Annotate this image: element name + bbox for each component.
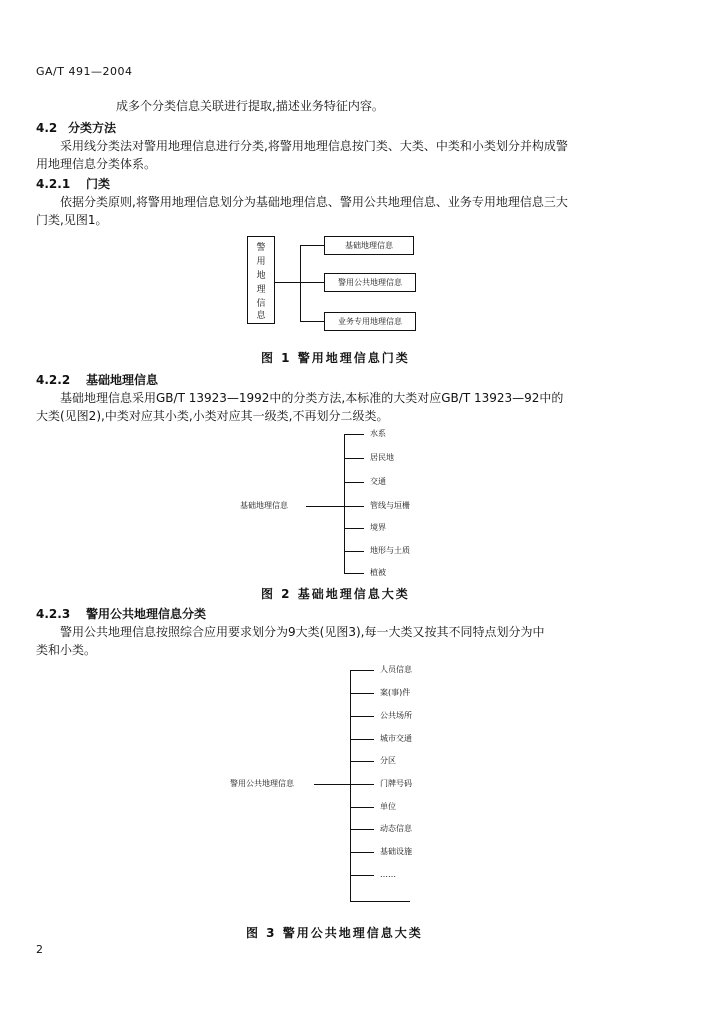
fig3-branch-line xyxy=(350,807,374,808)
paragraph-4-2-3-line-2: 类和小类。 xyxy=(36,643,97,657)
fig3-branch-line xyxy=(350,829,374,830)
fig1-child-label: 业务专用地理信息 xyxy=(338,317,402,326)
paragraph-4-2-line-1: 采用线分类法对警用地理信息进行分类,将警用地理信息按门类、大类、中类和小类划分并构成警 xyxy=(60,139,568,153)
fig3-child-label: 人员信息 xyxy=(380,665,412,674)
fig1-root-box xyxy=(247,236,275,324)
fig2-root-label: 基础地理信息 xyxy=(240,501,288,510)
figure-3-caption: 图 3 警用公共地理信息大类 xyxy=(246,926,423,940)
fig2-child-label: 交通 xyxy=(370,477,386,486)
fig3-branch-line xyxy=(350,784,374,785)
fig3-branch-line xyxy=(350,693,374,694)
fig3-child-label: …… xyxy=(380,870,396,879)
fig1-connector xyxy=(275,282,301,283)
fig3-branch-line xyxy=(350,852,374,853)
fig2-connector xyxy=(306,506,344,507)
fig3-child-label: 动态信息 xyxy=(380,824,412,833)
paragraph-4-2-line-2: 用地理信息分类体系。 xyxy=(36,157,157,171)
paragraph-4-2-2-line-1: 基础地理信息采用GB/T 13923—1992中的分类方法,本标准的大类对应GB/T 13923—92中的 xyxy=(60,391,564,405)
fig1-root-char: 警 xyxy=(256,243,266,253)
figure-1-caption: 图 1 警用地理信息门类 xyxy=(261,351,410,365)
fig1-child-box xyxy=(324,312,416,331)
fig3-root-label: 警用公共地理信息 xyxy=(230,779,294,788)
section-4-2-2-number: 4.2.2 xyxy=(36,373,71,387)
page-number: 2 xyxy=(36,943,43,956)
fig1-branch-line xyxy=(300,245,324,246)
fig3-bottom-line xyxy=(350,901,410,902)
fig3-child-label: 基础设施 xyxy=(380,847,412,856)
fig3-branch-line xyxy=(350,670,374,671)
fig2-branch-line xyxy=(344,434,364,435)
fig1-branch-line xyxy=(300,282,324,283)
fig2-branch-line xyxy=(344,528,364,529)
fig3-child-label: 分区 xyxy=(380,756,396,765)
fig2-child-label: 植被 xyxy=(370,568,386,577)
section-4-2-1-title: 门类 xyxy=(86,177,111,191)
fig1-child-box xyxy=(324,273,416,292)
fig2-branch-line xyxy=(344,551,364,552)
fig2-branch-line xyxy=(344,573,364,574)
fig3-child-label: 公共场所 xyxy=(380,711,412,720)
paragraph-4-2-1-line-2: 门类,见图1。 xyxy=(36,213,108,227)
paragraph-continuation: 成多个分类信息关联进行提取,描述业务特征内容。 xyxy=(116,99,384,113)
fig3-child-label: 城市交通 xyxy=(380,734,412,743)
fig1-child-box xyxy=(324,236,414,255)
fig2-branch-line xyxy=(344,506,364,507)
fig2-child-label: 水系 xyxy=(370,429,386,438)
fig1-child-label: 警用公共地理信息 xyxy=(338,278,402,287)
fig3-child-label: 门牌号码 xyxy=(380,779,412,788)
fig2-trunk-line xyxy=(344,434,345,574)
fig2-branch-line xyxy=(344,482,364,483)
fig3-child-label: 案(事)件 xyxy=(380,688,411,697)
fig3-branch-line xyxy=(350,716,374,717)
figure-2-caption: 图 2 基础地理信息大类 xyxy=(261,587,410,601)
fig2-branch-line xyxy=(344,458,364,459)
section-4-2-2-title: 基础地理信息 xyxy=(86,373,159,387)
fig1-branch-line xyxy=(300,321,324,322)
paragraph-4-2-2-line-2: 大类(见图2),中类对应其小类,小类对应其一级类,不再划分二级类。 xyxy=(36,409,389,423)
fig1-child-label: 基础地理信息 xyxy=(345,241,393,250)
fig3-connector xyxy=(314,784,350,785)
paragraph-4-2-3-line-1: 警用公共地理信息按照综合应用要求划分为9大类(见图3),每一大类又按其不同特点划分为中 xyxy=(60,625,545,639)
fig1-root-char: 地 xyxy=(256,271,266,281)
section-4-2-1-number: 4.2.1 xyxy=(36,177,71,191)
section-4-2-3-title: 警用公共地理信息分类 xyxy=(86,607,207,621)
fig1-trunk-line xyxy=(300,245,301,321)
fig2-child-label: 管线与垣栅 xyxy=(370,501,410,510)
fig3-child-label: 单位 xyxy=(380,802,396,811)
section-4-2-title: 分类方法 xyxy=(68,121,117,135)
fig1-root-char: 息 xyxy=(256,311,266,321)
fig1-root-char: 信 xyxy=(256,299,266,309)
fig3-branch-line xyxy=(350,761,374,762)
fig2-child-label: 居民地 xyxy=(370,453,394,462)
fig3-branch-line xyxy=(350,875,374,876)
fig3-trunk-line xyxy=(350,670,351,902)
paragraph-4-2-1-line-1: 依据分类原则,将警用地理信息划分为基础地理信息、警用公共地理信息、业务专用地理信息三大 xyxy=(60,195,568,209)
fig3-branch-line xyxy=(350,739,374,740)
standard-code: GA/T 491—2004 xyxy=(36,65,133,78)
fig1-root-char: 用 xyxy=(256,257,266,267)
section-4-2-3-number: 4.2.3 xyxy=(36,607,71,621)
fig2-child-label: 境界 xyxy=(370,523,386,532)
fig1-root-char: 理 xyxy=(256,285,266,295)
fig2-child-label: 地形与土质 xyxy=(370,546,410,555)
section-4-2-number: 4.2 xyxy=(36,121,58,135)
